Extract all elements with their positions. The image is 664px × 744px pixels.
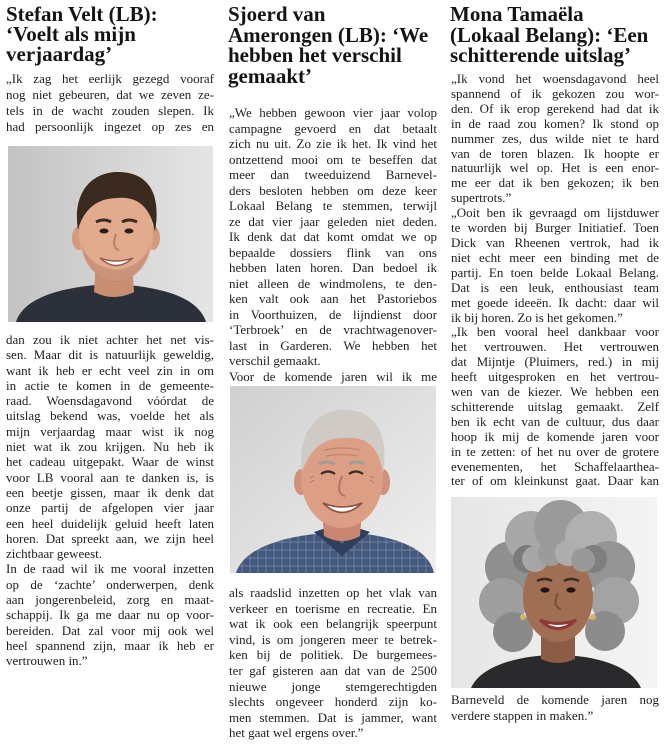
body-text [451,692,659,723]
left-eye [541,587,550,592]
text-line: het vertrouwen. Het vertrouwen [451,339,659,355]
text-line: natuurlijk wel op. Het is een enor- [451,160,659,176]
headline-line: verjaardag’ [6,42,113,66]
text-line: wen van de kiezer. We hebben een [451,384,659,400]
headline-line: schitterende uitslag’ [450,43,632,67]
text-line: zich nu uit. Zo zie ik het. Ik vind het [229,136,437,151]
headline-line: hebben het verschil [228,43,402,68]
text-line: nummer zes, dus wilde niet te hard [451,130,659,146]
text-line: in Voorthuizen, de lijndienst door [229,306,437,322]
right-eye [125,229,134,234]
paragraph [451,692,659,723]
text-line: me eer dat ik ben gekozen; ik ben [451,175,659,191]
text-line: vertrouwen in.” [6,653,88,669]
text-line: voor LB vooral aan te danken is, is [6,469,214,485]
text-line: spannend of ik gekozen zou wor- [451,85,659,101]
paragraph [6,561,214,668]
text-line: hoop ik mij de komende jaren voor [451,428,659,444]
text-line: ‘Terbroek’ en de vrachtwagenover- [229,322,437,337]
text-line: Dat is een leuk, enthousiast team [451,279,659,295]
text-line: schappij. Ik ga me daar nu op voor- [6,607,214,623]
text-line: last in Garderen. We hebben het [229,337,437,353]
text-line: te worden bij Burger Initiatief. Toen [451,220,659,236]
headline-line: Stefan Velt (LB): [6,2,158,26]
text-line: heel spannend zijn, maar ik heb er [6,637,214,653]
paragraph [451,325,659,489]
text-line: op de ‘zachte’ onderwerpen, denk [6,576,214,592]
text-line: wat ik ook een belangrijk speerpunt [229,616,437,632]
body-text [229,105,437,384]
text-line: in de raad zou komen? Ik stond op [451,115,659,131]
headline-line: Amerongen (LB): ‘We [228,22,429,47]
text-line: schitterende uitslag gemaakt. Zelf [451,398,659,414]
body-text [6,332,214,669]
paragraph [451,72,659,206]
text-line: van de toren blazen. Ik hoopte er [451,145,659,161]
text-line: mijn verjaardag maar wist ik nog [6,423,214,439]
text-line: uitslag bekend was, voelde het als [6,408,214,424]
text-line: niet echt meer een binding met de [451,249,659,265]
text-line: Ik denk dat dat komt omdat we op [229,229,437,244]
text-line: tels in de wacht zouden slepen. Ik [6,103,214,118]
body-text [6,71,214,135]
text-line: evenementen, het Schaffelaarthea- [451,458,659,474]
text-line: bereiden. Dat zal voor mij ook wel [6,622,214,638]
headline-line: ‘Voelt als mijn [6,22,136,46]
text-line: als raadslid inzetten op het vlak van [229,585,437,600]
text-line: campagne gevoerd en dat betaalt [229,120,437,136]
text-line: bepaalde dossiers flink van ons [229,244,437,260]
text-line: dan zou ik niet achter het net vis- [6,332,214,347]
text-line: meer dan tweeduizend Barnevel- [229,167,437,182]
text-line: ter gaf gisteren aan dat van de 2500 [229,662,437,678]
right-eye [567,587,576,592]
text-line: slechts ongeveer honderd zijn ko- [229,694,437,710]
headline [450,4,648,66]
headline-line: (Lokaal Belang): ‘Een [450,22,649,47]
text-line: verkeer en toerisme en recreatie. En [229,600,437,616]
text-line: partij. En toen belde Lokaal Belang. [451,264,659,280]
headline [228,4,428,87]
text-line: Barneveld de komende jaren nog [451,692,659,707]
text-line: hebben laten horen. Dan bedoel ik [229,260,437,275]
text-line: in actie te komen in de gemeente- [6,377,214,393]
portrait-photo-sjoerd-van-amerongen [230,386,436,573]
text-line: Voor de komende jaren wil ik me [229,368,437,384]
text-line: niet wat ik zou krijgen. Nu heb ik [6,439,214,455]
text-line: ders besloten hebben om deze keer [229,182,437,198]
paragraph [451,206,659,325]
text-line: supertrots.” [451,190,512,206]
text-line: men stemmen. Dat is jammer, want [229,709,437,725]
text-line: Dick van Rheenen vertrok, had ik [451,234,659,250]
text-line: onze partij de afgelopen vier jaar [6,500,214,516]
text-line: het cadeau uitgepakt. Waar de winst [6,454,214,470]
text-line: verschil gemaakt. [229,353,321,368]
text-line: „We hebben gewoon vier jaar volop [229,105,437,120]
text-line: verdere stappen in maken.” [451,707,594,723]
text-line: ken valt ook aan het Pastoriebos [229,291,437,306]
portrait-photo-mona-tamaela [451,497,657,688]
text-line: ter of om kleinkunst gaat. Daar kan [451,473,659,489]
headline [6,4,158,64]
text-line: met goede ideeën. Ik dacht: daar wil [451,294,659,310]
left-eye [100,229,109,234]
text-line: een beetje gissen, maar ik denk dat [6,484,214,500]
text-line: dat Mijntje (Pluimers, red.) in mij [451,354,659,370]
text-line: „Ooit ben ik gevraagd om lijstduwer [451,205,659,221]
paragraph [6,71,214,135]
text-line: want ik heb er echt veel zin in om [6,362,214,378]
headline-line: gemaakt’ [228,64,312,89]
headline-line: Sjoerd van [228,2,326,26]
text-line: ken bij de politiek. De burgemees- [229,647,437,663]
text-line: het gaat wel ergens over.” [229,725,364,741]
text-line: niet alleen de windmolens, te den- [229,275,437,291]
text-line: nog niet gebeuren, dat we zeven ze- [6,87,214,102]
paragraph [6,332,214,561]
text-line: ontzettend mooi om te beseffen dat [229,151,437,167]
paragraph [229,585,437,741]
headline-line: Mona Tamaëla [450,2,584,26]
text-line: nieuwe jonge stemgerechtigden [229,678,437,694]
text-line: In de raad wil ik me vooral inzetten [6,561,214,577]
text-line: Lokaal Belang te stemmen, terwijl [229,198,437,213]
text-line: vind, is om jongeren meer te betrek- [229,631,437,647]
text-line: „Ik zag het eerlijk gezegd vooraf [6,71,214,86]
text-line: raad. Woensdagavond vóórdat de [6,393,214,409]
body-text [229,585,437,741]
text-line: ben ik echt van de cultuur, dus daar [451,413,659,429]
left-earring [520,614,526,620]
text-line: horen. Dat spreekt aan, we zijn heel [6,530,214,546]
text-line: een heel duidelijk geluid heeft laten [6,515,214,531]
text-line: „Ik ben vooral heel dankbaar voor [451,324,659,340]
text-line: zichtbaar geweest. [6,546,103,562]
text-line: heeft uitgesproken en het vertrou- [451,369,659,385]
text-line: sen. Maar dit is natuurlijk geweldig, [6,347,214,363]
text-line: had persoonlijk ingezet op zes en [6,119,214,134]
text-line: in te zetten: of het nu over de grotere [451,443,659,459]
paragraph [229,105,437,369]
text-line: „Ik vond het woensdagavond heel [451,71,659,86]
text-line: ze dat vier jaar geleden niet deden. [229,213,437,229]
body-text [451,72,659,489]
portrait-photo-stefan-velt [8,146,213,322]
paragraph [229,369,437,385]
right-earring [590,614,596,620]
text-line: aan jongerenbeleid, zorg en maat- [6,592,214,608]
text-line: den. Of ik erop gerekend had dat ik [451,100,659,116]
text-line: ik bij horen. Zo is het gekomen.” [451,309,623,325]
